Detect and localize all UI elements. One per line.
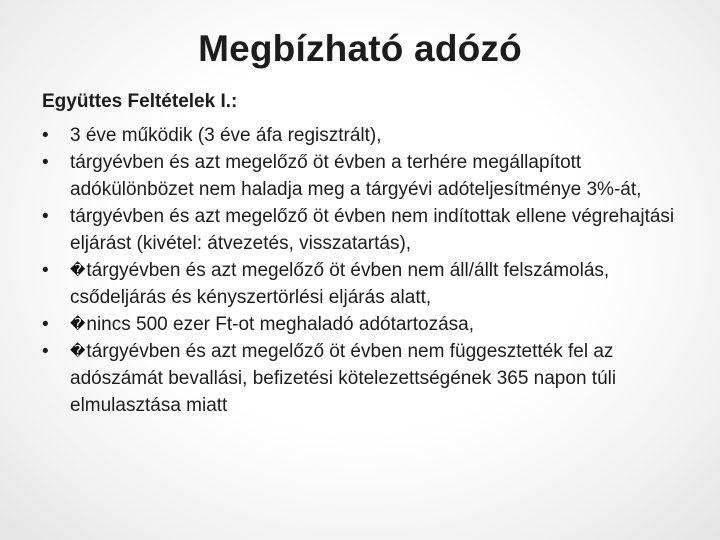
slide-title: Megbízható adózó xyxy=(198,28,522,69)
bullet-text: tárgyévben és azt megelőző öt évben a terhére megállapított adókülönbözet nem haladja meg a tárgyévi adóteljesítménye 3%-át, xyxy=(70,152,642,200)
bullet-text: nincs 500 ezer Ft-ot meghaladó adótartozása, xyxy=(86,314,475,335)
bullet-item xyxy=(42,122,682,149)
bullet-item xyxy=(42,203,682,257)
bullet-icon: • xyxy=(42,314,49,335)
bullet-item xyxy=(42,311,682,338)
bullet-list xyxy=(42,122,682,419)
bullet-text: tárgyévben és azt megelőző öt évben nem áll/állt felszámolás, csődeljárás és kényszertörlési eljárás alatt, xyxy=(70,260,610,308)
bullet-text: 3 éve működik (3 éve áfa regisztrált), xyxy=(70,125,382,146)
bullet-item xyxy=(42,149,682,203)
bullet-item xyxy=(42,338,682,419)
bullet-icon: • xyxy=(42,206,49,227)
bullet-icon: • xyxy=(42,260,49,281)
missing-glyph-icon: � xyxy=(70,261,86,279)
bullet-icon: • xyxy=(42,125,49,146)
bullet-text: tárgyévben és azt megelőző öt évben nem függesztették fel az adószámát bevallási, befizetési kötelezettségének 365 napon túli elmulasztása miatt xyxy=(70,341,617,416)
bullet-icon: • xyxy=(42,152,49,173)
bullet-icon: • xyxy=(42,341,49,362)
bullet-text: tárgyévben és azt megelőző öt évben nem indítottak ellene végrehajtási eljárást (kivétel: átvezetés, visszatartás), xyxy=(70,206,675,254)
missing-glyph-icon: � xyxy=(70,342,86,360)
bullet-item xyxy=(42,257,682,311)
missing-glyph-icon: � xyxy=(70,315,86,333)
slide-subtitle: Együttes Feltételek I.: xyxy=(42,91,238,112)
